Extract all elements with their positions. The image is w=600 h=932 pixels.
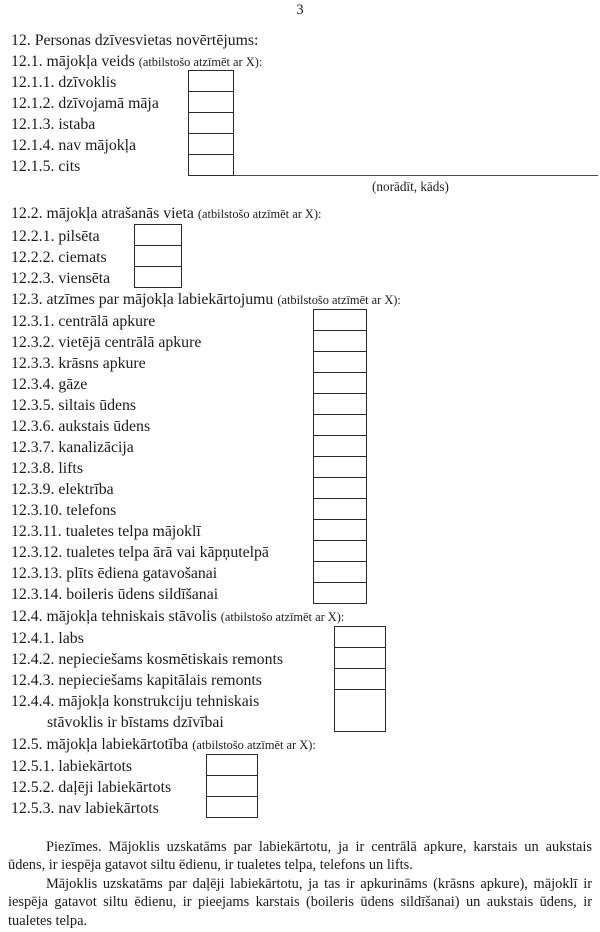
checkbox-12-3-14[interactable] bbox=[314, 583, 366, 604]
checkbox-12-3-12[interactable] bbox=[314, 541, 366, 562]
checkbox-12-3-9[interactable] bbox=[314, 478, 366, 499]
item-12-3-4-label: 12.3.4. gāze bbox=[11, 376, 88, 393]
item-12-2-3-label: 12.2.3. viensēta bbox=[11, 270, 111, 287]
item-12-3-11-label: 12.3.11. tualetes telpa mājoklī bbox=[11, 523, 201, 540]
fill-in-line-cits[interactable] bbox=[234, 175, 598, 176]
checkbox-column-12-4 bbox=[334, 626, 386, 732]
section-12-4-heading-main: 12.4. mājokļa tehniskais stāvolis bbox=[11, 608, 217, 625]
section-12-5-heading-note: (atbilstošo atzīmēt ar X): bbox=[192, 738, 316, 752]
notes-block bbox=[8, 838, 592, 930]
item-12-1-5-label: 12.1.5. cits bbox=[11, 158, 81, 175]
checkbox-12-2-1[interactable] bbox=[135, 225, 181, 246]
checkbox-12-3-11[interactable] bbox=[314, 520, 366, 541]
checkbox-12-1-3[interactable] bbox=[189, 113, 233, 134]
checkbox-12-3-1[interactable] bbox=[314, 310, 366, 331]
item-12-3-6-label: 12.3.6. aukstais ūdens bbox=[11, 418, 151, 435]
notes-paragraph-1: Piezīmes. Mājoklis uzskatāms par labiekārtotu, ja ir centrālā apkure, karstais un aukstais ūdens, ir iespēja gatavot siltu ēdienu, ir tualetes telpa, telefons un lifts. bbox=[8, 839, 592, 874]
item-12-3-10-label: 12.3.10. telefons bbox=[11, 502, 117, 519]
item-12-2-1-label: 12.2.1. pilsēta bbox=[11, 228, 100, 245]
item-12-4-1-label: 12.4.1. labs bbox=[11, 630, 84, 647]
section-12-5-heading-main: 12.5. mājokļa labiekārtotība bbox=[11, 736, 189, 753]
notes-paragraph-2: Mājoklis uzskatāms par daļēji labiekārtotu, ja tas ir apkurināms (krāsns apkure), mājoklī ir iespēja gatavot siltu ēdienu, ir pieejams karstais (boileris ūdens sildīšanai) un aukstais ūdens, ir tualetes telpa. bbox=[8, 875, 592, 929]
item-12-1-2-label: 12.1.2. dzīvojamā māja bbox=[11, 95, 159, 112]
section-12-4-heading-note: (atbilstošo atzīmēt ar X): bbox=[220, 610, 345, 624]
checkbox-12-4-3[interactable] bbox=[335, 669, 385, 690]
item-12-3-1-label: 12.3.1. centrālā apkure bbox=[11, 313, 156, 330]
checkbox-12-3-2[interactable] bbox=[314, 331, 366, 352]
item-12-5-2-label: 12.5.2. daļēji labiekārtots bbox=[11, 779, 172, 796]
section-12-2-heading bbox=[11, 203, 321, 225]
section-12-1-heading-note: (atbilstošo atzīmēt ar X): bbox=[138, 55, 263, 69]
checkbox-12-5-3[interactable] bbox=[207, 797, 257, 818]
section-12-heading: 12. Personas dzīvesvietas novērtējums: bbox=[11, 32, 259, 49]
item-12-3-12-label: 12.3.12. tualetes telpa ārā vai kāpņutelpā bbox=[11, 544, 269, 561]
checkbox-column-12-3 bbox=[313, 309, 367, 604]
checkbox-12-2-3[interactable] bbox=[135, 267, 181, 288]
checkbox-12-1-5[interactable] bbox=[189, 155, 233, 176]
item-12-3-3-label: 12.3.3. krāsns apkure bbox=[11, 355, 146, 372]
item-12-4-2-label: 12.4.2. nepieciešams kosmētiskais remonts bbox=[11, 651, 284, 668]
item-12-1-4-label: 12.1.4. nav mājokļa bbox=[11, 137, 137, 154]
item-12-3-14-label: 12.3.14. boileris ūdens sildīšanai bbox=[11, 586, 219, 603]
section-12-4-heading bbox=[11, 606, 344, 628]
item-12-1-3-label: 12.1.3. istaba bbox=[11, 116, 96, 133]
checkbox-12-3-8[interactable] bbox=[314, 457, 366, 478]
section-12-1-heading-main: 12.1. mājokļa veids bbox=[11, 53, 135, 70]
checkbox-12-3-5[interactable] bbox=[314, 394, 366, 415]
item-12-2-2-label: 12.2.2. ciemats bbox=[11, 249, 107, 266]
item-12-3-8-label: 12.3.8. lifts bbox=[11, 460, 83, 477]
checkbox-column-12-1 bbox=[188, 70, 234, 176]
item-12-1-1-label: 12.1.1. dzīvoklis bbox=[11, 74, 117, 91]
checkbox-12-3-4[interactable] bbox=[314, 373, 366, 394]
item-12-4-4-label: 12.4.4. mājokļa konstrukciju tehniskais bbox=[11, 693, 260, 710]
section-12-2-heading-main: 12.2. mājokļa atrašanās vieta bbox=[11, 205, 194, 222]
checkbox-12-4-2[interactable] bbox=[335, 648, 385, 669]
checkbox-12-5-1[interactable] bbox=[207, 755, 257, 776]
checkbox-12-3-13[interactable] bbox=[314, 562, 366, 583]
checkbox-12-3-7[interactable] bbox=[314, 436, 366, 457]
item-12-5-3-label: 12.5.3. nav labiekārtots bbox=[11, 800, 159, 817]
checkbox-12-1-4[interactable] bbox=[189, 134, 233, 155]
item-12-3-9-label: 12.3.9. elektrība bbox=[11, 481, 114, 498]
checkbox-12-3-10[interactable] bbox=[314, 499, 366, 520]
checkbox-12-3-6[interactable] bbox=[314, 415, 366, 436]
section-12-3-heading-main: 12.3. atzīmes par mājokļa labiekārtojumu bbox=[11, 291, 274, 308]
checkbox-12-1-1[interactable] bbox=[189, 71, 233, 92]
checkbox-12-2-2[interactable] bbox=[135, 246, 181, 267]
checkbox-12-3-3[interactable] bbox=[314, 352, 366, 373]
item-12-3-5-label: 12.3.5. siltais ūdens bbox=[11, 397, 137, 414]
item-12-3-13-label: 12.3.13. plīts ēdiena gatavošanai bbox=[11, 565, 218, 582]
checkbox-12-4-1[interactable] bbox=[335, 627, 385, 648]
section-12-3-heading-note: (atbilstošo atzīmēt ar X): bbox=[277, 293, 401, 307]
section-12-2-heading-note: (atbilstošo atzīmēt ar X): bbox=[197, 207, 322, 221]
item-12-3-2-label: 12.3.2. vietējā centrālā apkure bbox=[11, 334, 202, 351]
checkbox-12-4-4[interactable] bbox=[335, 690, 385, 732]
item-12-4-4-label-continuation: stāvoklis ir bīstams dzīvībai bbox=[47, 714, 224, 731]
checkbox-column-12-2 bbox=[134, 224, 182, 288]
fill-in-caption-cits: (norādīt, kāds) bbox=[372, 179, 449, 194]
section-12-5-heading bbox=[11, 734, 316, 756]
checkbox-12-1-2[interactable] bbox=[189, 92, 233, 113]
section-12-3-heading bbox=[11, 289, 401, 311]
checkbox-column-12-5 bbox=[206, 754, 258, 818]
item-12-5-1-label: 12.5.1. labiekārtots bbox=[11, 758, 133, 775]
page-number: 3 bbox=[296, 2, 304, 18]
item-12-4-3-label: 12.4.3. nepieciešams kapitālais remonts bbox=[11, 672, 262, 689]
checkbox-12-5-2[interactable] bbox=[207, 776, 257, 797]
item-12-3-7-label: 12.3.7. kanalizācija bbox=[11, 439, 134, 456]
